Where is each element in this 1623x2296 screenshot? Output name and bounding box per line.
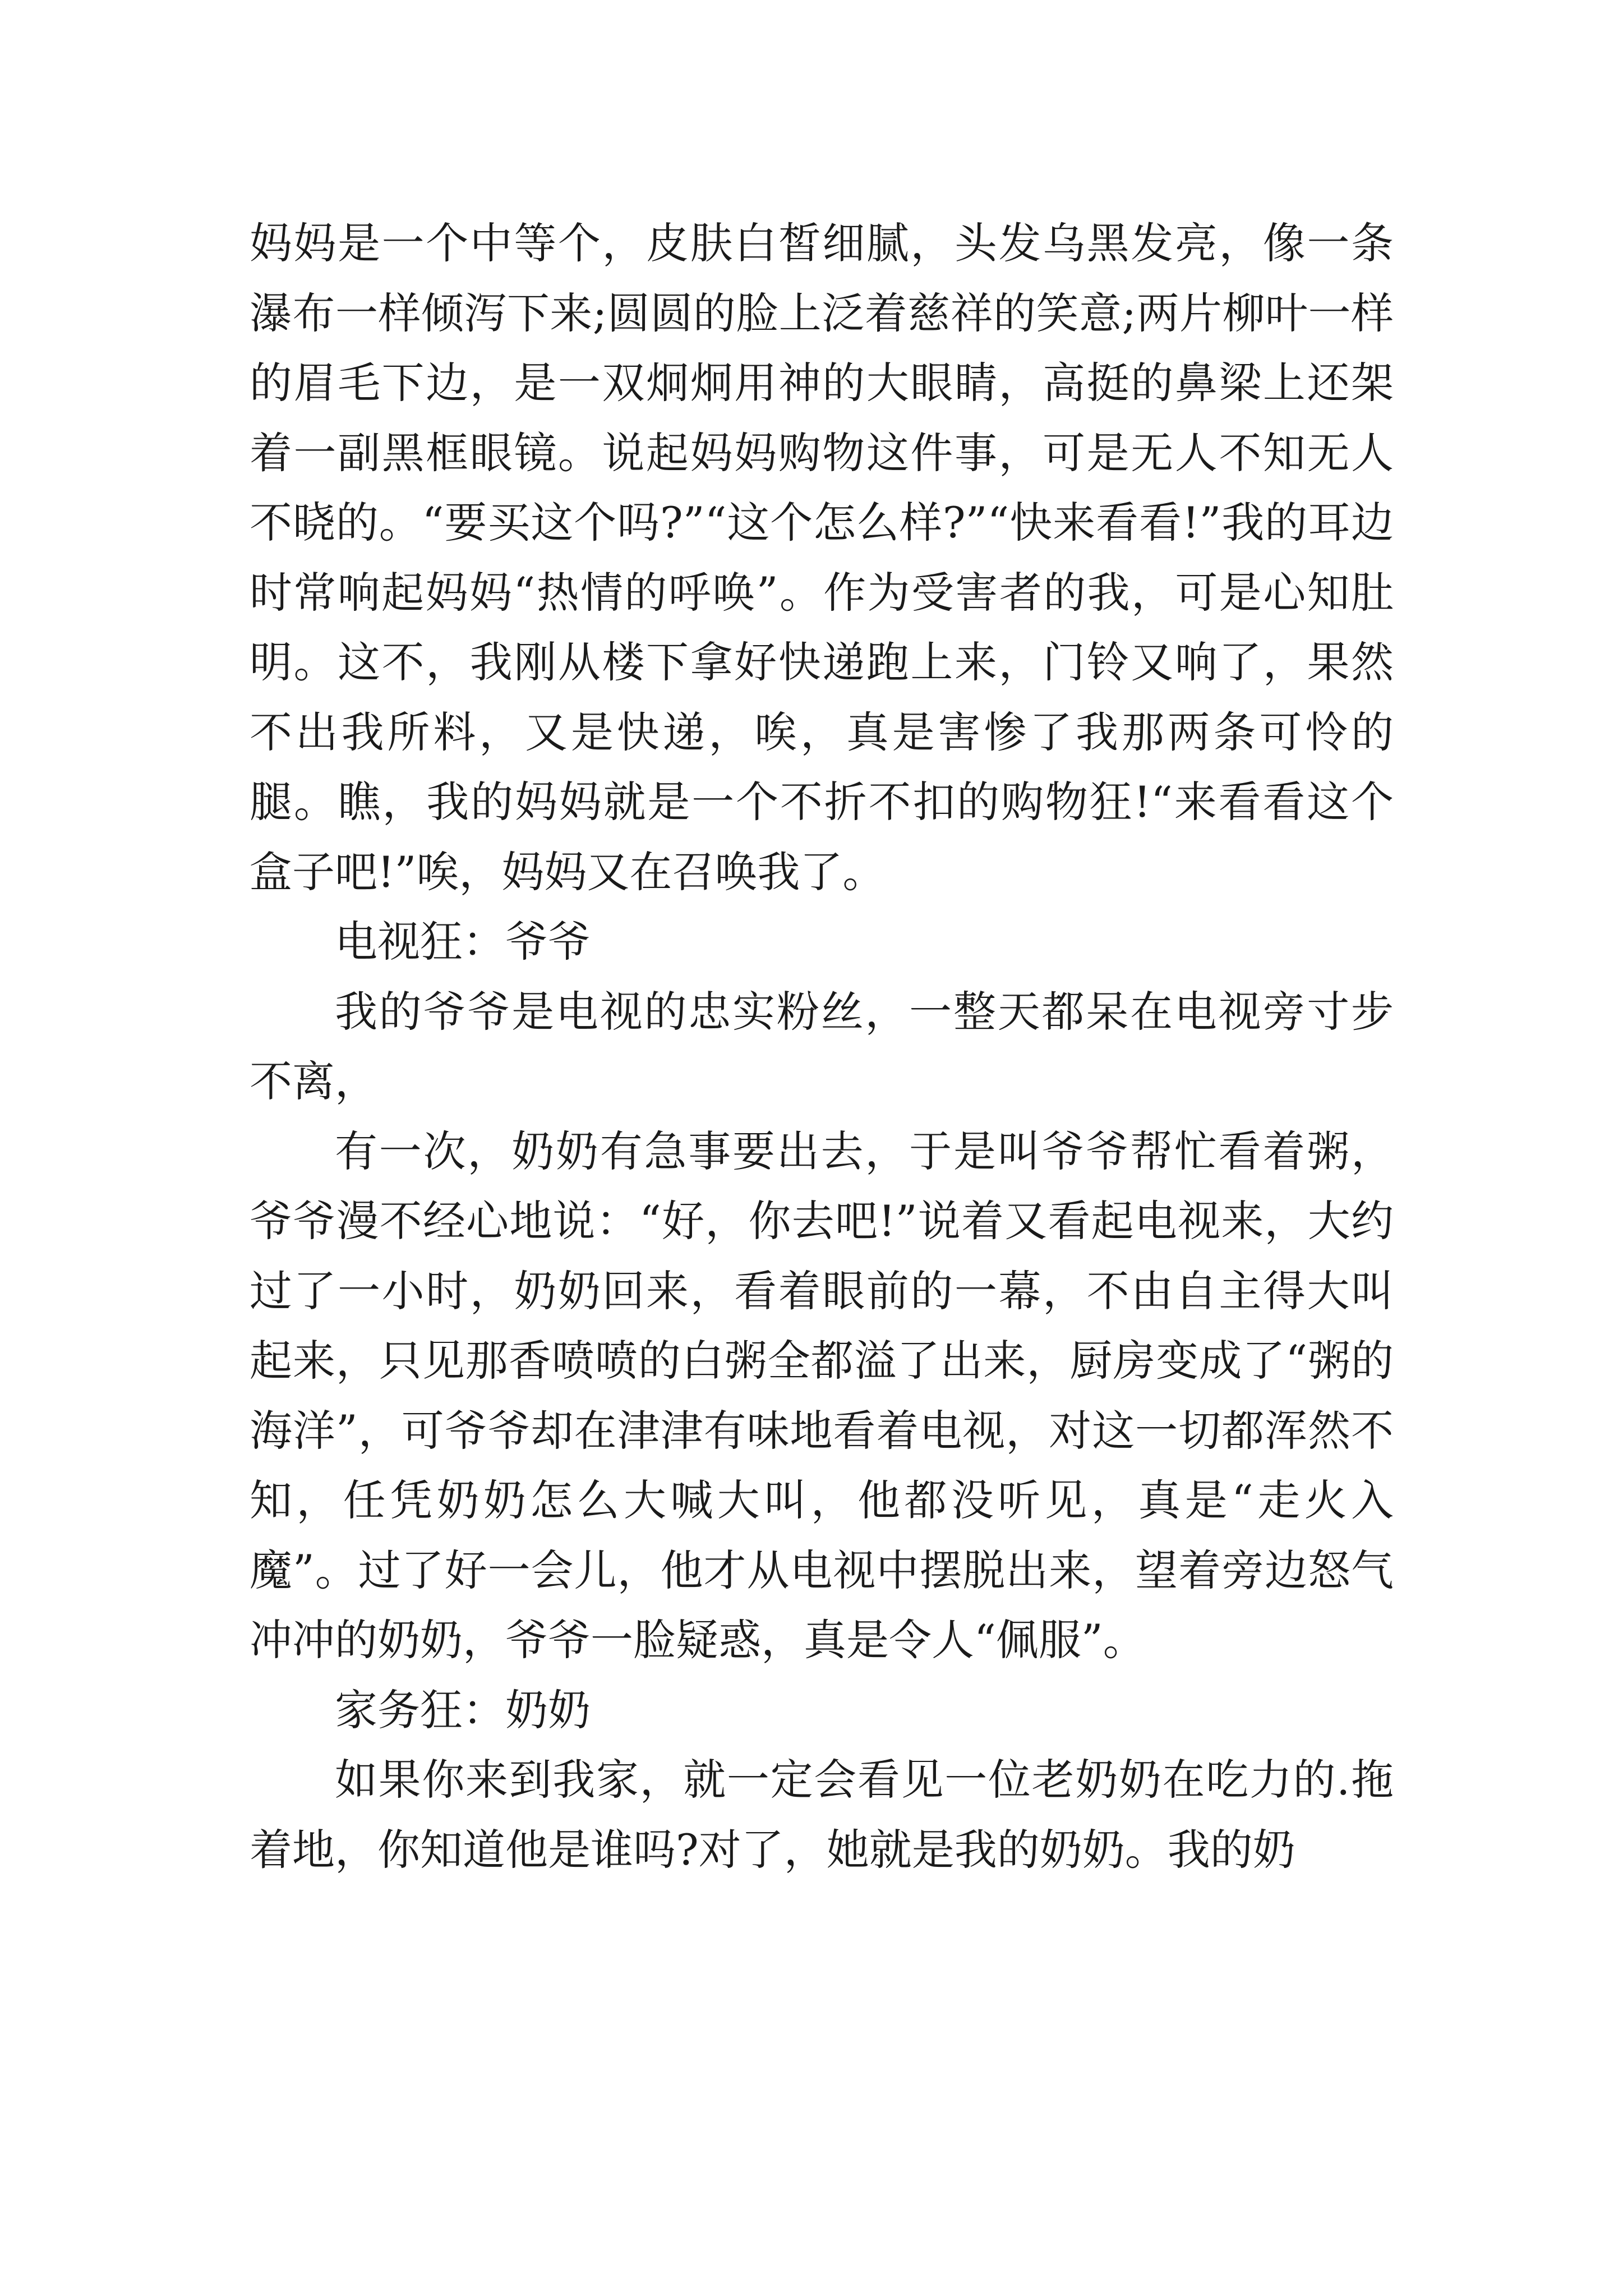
heading-tv-grandpa: 电视狂：爷爷 [335, 917, 591, 967]
paragraph-grandpa-intro: 我的爷爷是电视的忠实粉丝，一整天都呆在电视旁寸步不离， [250, 986, 1394, 1106]
paragraph-grandpa-story: 有一次，奶奶有急事要出去，于是叫爷爷帮忙看着粥，爷爷漫不经心地说：“好，你去吧!”说着又看起电视来，大约过了一小时，奶奶回来，看着眼前的一幕，不由自主得大叫起来，只见那香喷喷的白粥全都溢了出来，厨房变成了“粥的海洋”，可爷爷却在津津有味地看着电视，对这一切都浑然不知，任凭奶奶怎么大喊大叫，他都没听见，真是“走火入魔”。过了好一会儿，他才从电视中摆脱出来，望着旁边怒气冲冲的奶奶，爷爷一脸疑惑，真是令人“佩服”。 [250, 1126, 1394, 1665]
heading-housework-grandma: 家务狂：奶奶 [335, 1685, 591, 1735]
paragraph-mother-shopping: 妈妈是一个中等个，皮肤白皙细腻，头发乌黑发亮，像一条瀑布一样倾泻下来;圆圆的脸上泛着慈祥的笑意;两片柳叶一样的眉毛下边，是一双炯炯用神的大眼睛，高挺的鼻梁上还架着一副黑框眼镜。说起妈妈购物这件事，可是无人不知无人不晓的。“要买这个吗?”“这个怎么样?”“快来看看!”我的耳边时常响起妈妈“热情的呼唤”。作为受害者的我，可是心知肚明。这不，我刚从楼下拿好快递跑上来，门铃又响了，果然不出我所料，又是快递，唉，真是害惨了我那两条可怜的腿。瞧，我的妈妈就是一个不折不扣的购物狂!“来看看这个盒子吧!”唉，妈妈又在召唤我了。 [250, 218, 1394, 897]
paragraph-grandma-intro: 如果你来到我家，就一定会看见一位老奶奶在吃力的.拖着地，你知道他是谁吗?对了，她就是我的奶奶。我的奶 [250, 1755, 1394, 1875]
document-body [250, 209, 1394, 1885]
